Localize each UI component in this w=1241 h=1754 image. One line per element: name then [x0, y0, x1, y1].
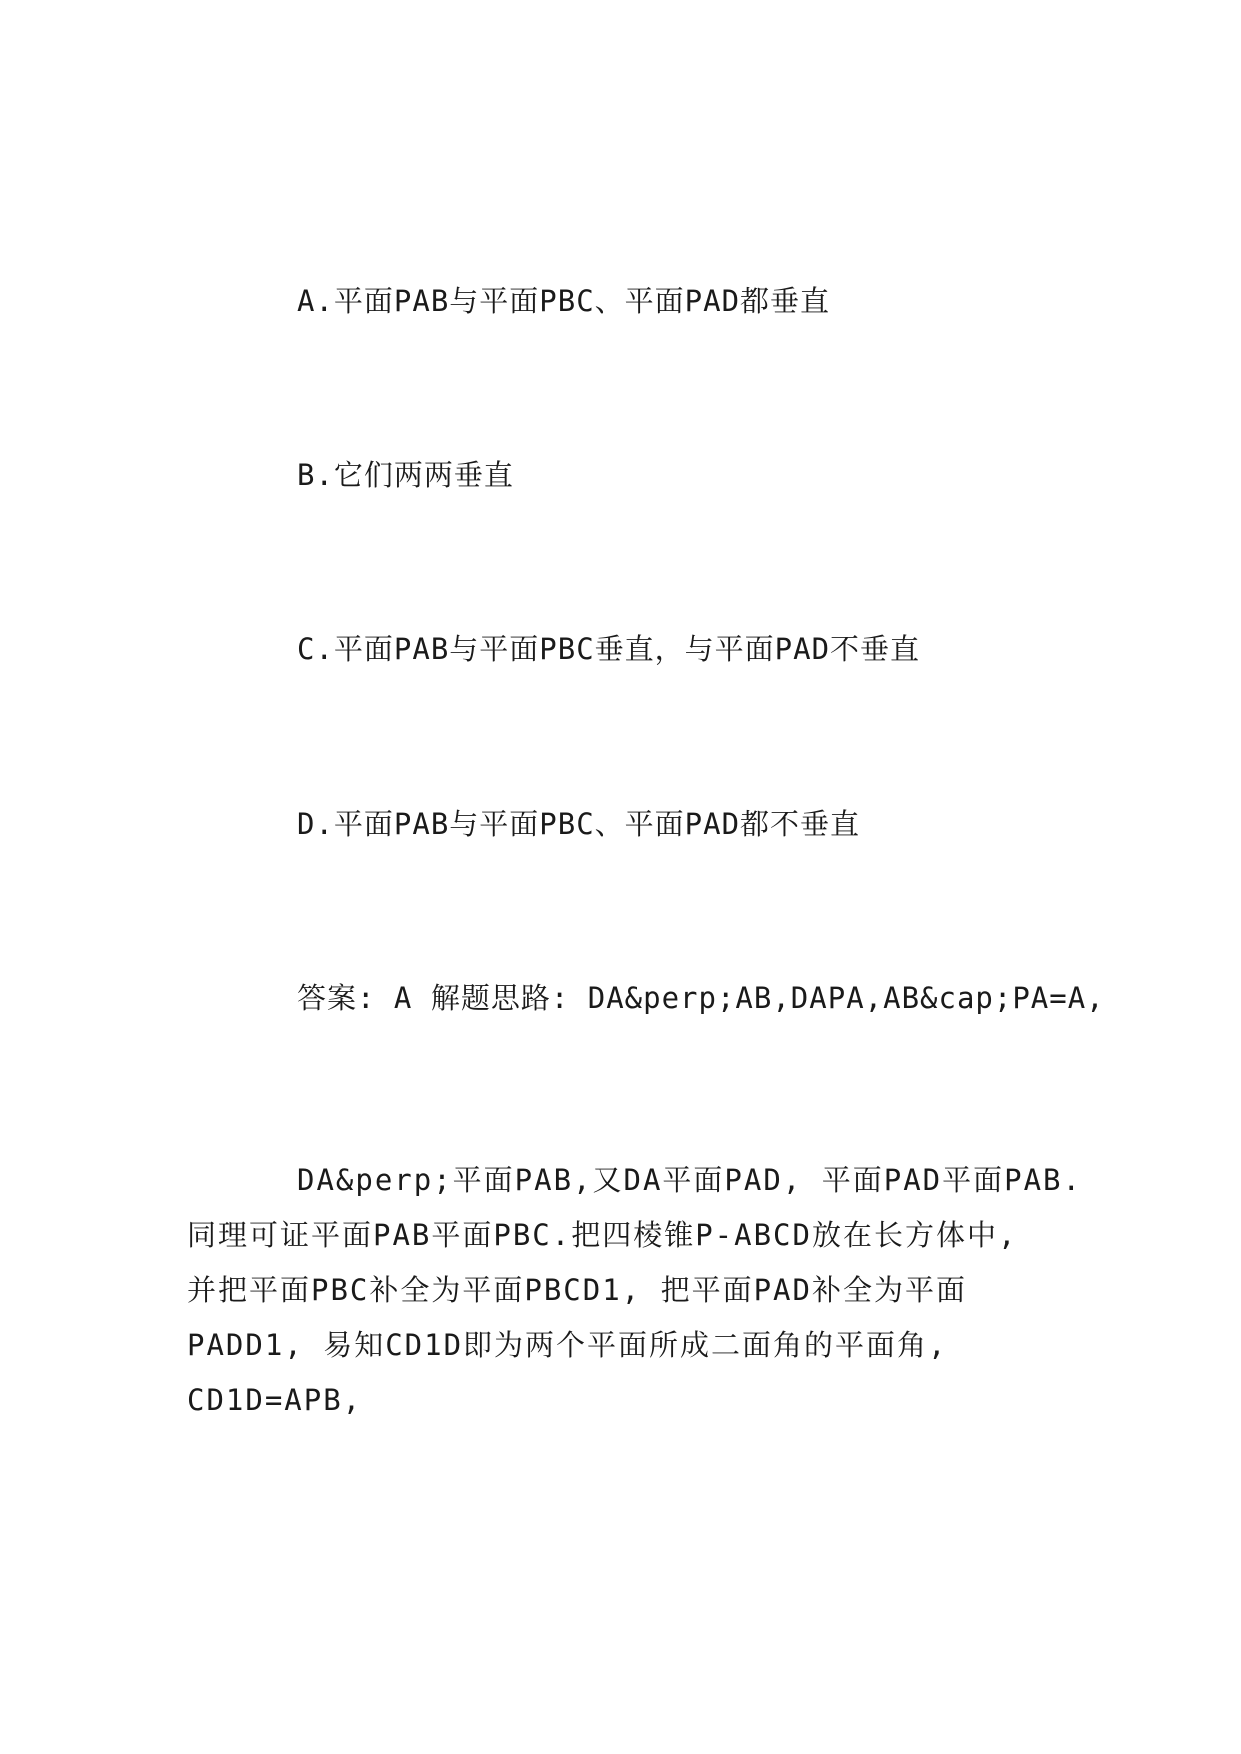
explanation-line: 并把平面PBC补全为平面PBCD1, 把平面PAD补全为平面 [187, 1273, 967, 1307]
explanation-line: 同理可证平面PAB平面PBC.把四棱锥P-ABCD放在长方体中, [187, 1218, 1018, 1252]
option-c: C.平面PAB与平面PBC垂直，与平面PAD不垂直 [297, 632, 921, 666]
option-a: A.平面PAB与平面PBC、平面PAD都垂直 [297, 284, 831, 318]
explanation-paragraph [187, 1153, 1087, 1428]
explanation-line: DA&perp;平面PAB,又DA平面PAD, 平面PAD平面PAB. [297, 1163, 1082, 1197]
option-d: D.平面PAB与平面PBC、平面PAD都不垂直 [297, 807, 861, 841]
explanation-line: PADD1, 易知CD1D即为两个平面所成二面角的平面角, [187, 1328, 948, 1362]
answer-line: 答案: A 解题思路: DA&perp;AB,DAPA,AB&cap;PA=A, [297, 981, 1105, 1015]
explanation-line: CD1D=APB, [187, 1383, 363, 1417]
option-b: B.它们两两垂直 [297, 458, 514, 492]
